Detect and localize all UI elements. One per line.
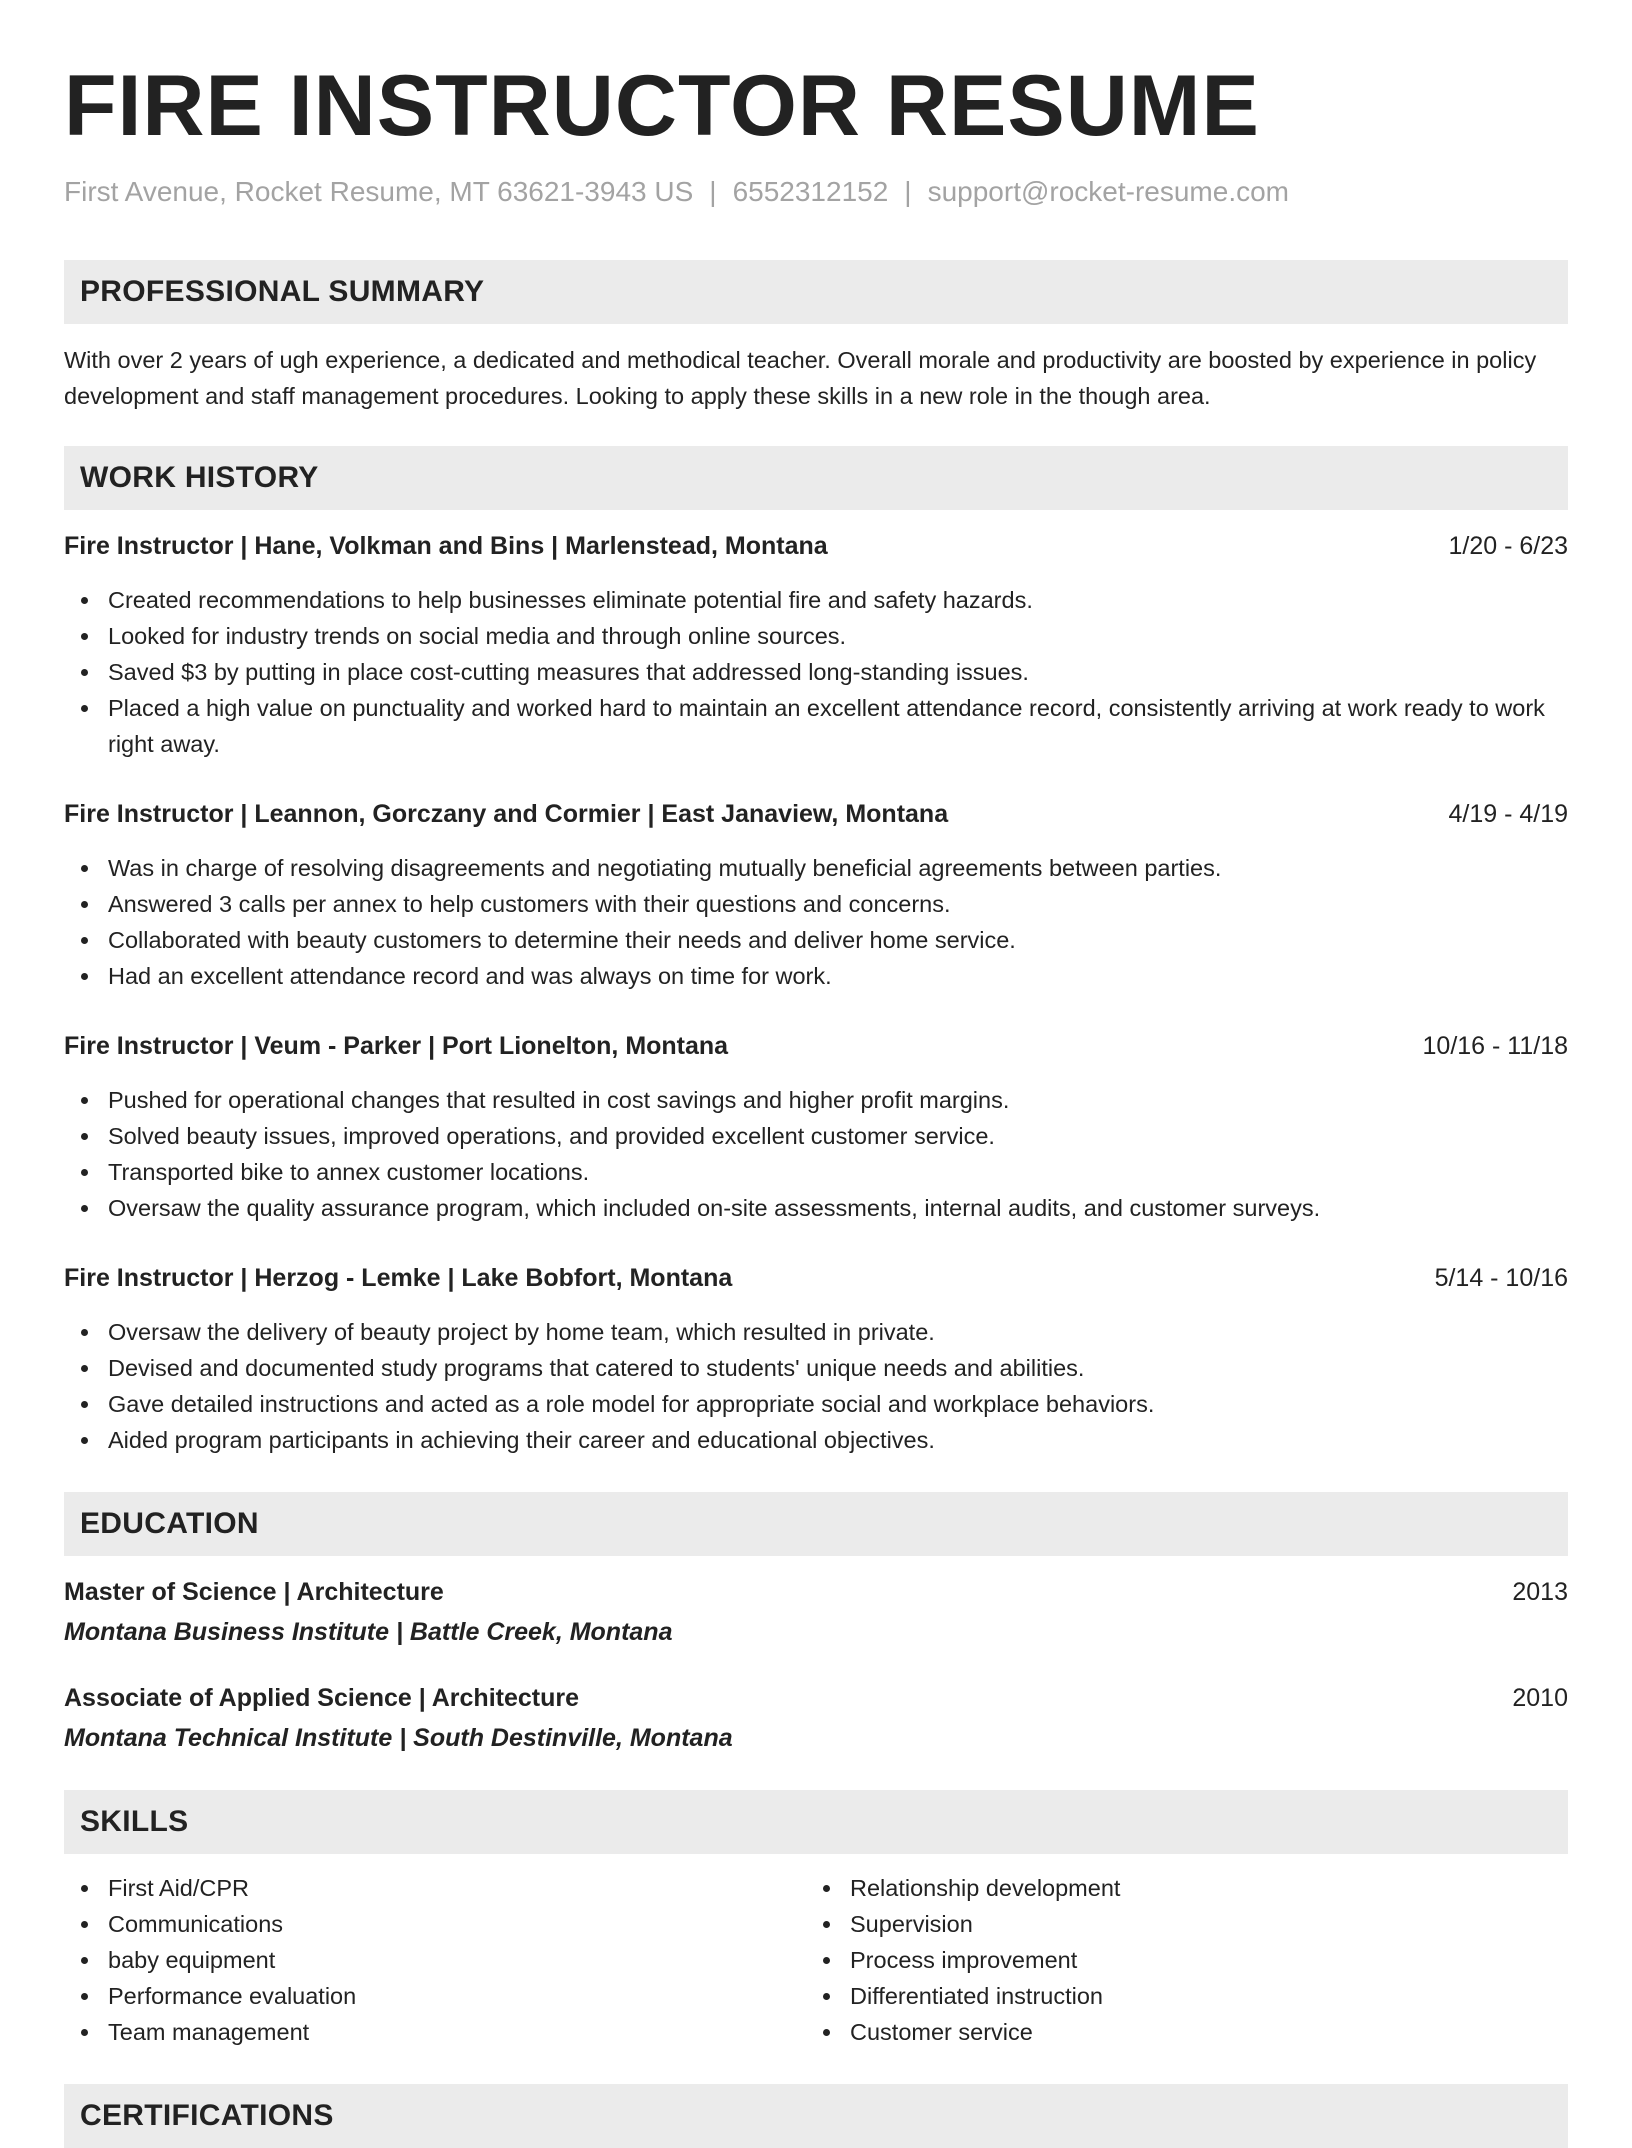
contact-email: support@rocket-resume.com — [927, 176, 1290, 207]
contact-address: First Avenue, Rocket Resume, MT 63621-3943 US — [64, 176, 694, 207]
job-bullet: Collaborated with beauty customers to determine their needs and deliver home service. — [64, 922, 1568, 958]
resume-page — [64, 56, 1568, 2148]
job-bullet: Was in charge of resolving disagreements and negotiating mutually beneficial agreements between parties. — [64, 850, 1568, 886]
contact-separator: | — [709, 176, 717, 207]
job-header — [64, 1260, 1568, 1296]
skill-item: Performance evaluation — [64, 1978, 806, 2014]
contact-phone: 6552312152 — [732, 176, 889, 207]
job-bullet: Oversaw the delivery of beauty project by home team, which resulted in private. — [64, 1314, 1568, 1350]
job-entry — [64, 1028, 1568, 1226]
education-entry — [64, 1574, 1568, 1650]
summary-text: With over 2 years of ugh experience, a dedicated and methodical teacher. Overall morale and productivity are boosted by experience in policy development and staff management procedures. Looking to apply these skills in a new role in the though area. — [64, 347, 1537, 409]
job-bullet: Oversaw the quality assurance program, which included on-site assessments, internal audits, and customer surveys. — [64, 1190, 1568, 1226]
education-school: Montana Technical Institute | South Destinville, Montana — [64, 1724, 733, 1752]
job-bullet: Aided program participants in achieving their career and educational objectives. — [64, 1422, 1568, 1458]
resume-title: FIRE INSTRUCTOR RESUME — [64, 58, 1260, 154]
contact-separator: | — [904, 176, 912, 207]
job-bullets — [64, 850, 1568, 994]
section-heading-education: EDUCATION — [64, 1492, 1568, 1556]
education-degree: Associate of Applied Science | Architecture — [64, 1684, 580, 1712]
job-dates: 1/20 - 6/23 — [1448, 532, 1568, 560]
section-heading-certifications: CERTIFICATIONS — [64, 2084, 1568, 2148]
job-bullet: Saved $3 by putting in place cost-cutting measures that addressed long-standing issues. — [64, 654, 1568, 690]
job-header — [64, 1028, 1568, 1064]
education-year: 2010 — [1512, 1684, 1568, 1712]
job-bullet: Created recommendations to help businesses eliminate potential fire and safety hazards. — [64, 582, 1568, 618]
job-dates: 10/16 - 11/18 — [1422, 1032, 1568, 1060]
job-title: Fire Instructor | Leannon, Gorczany and Cormier | East Janaview, Montana — [64, 800, 949, 828]
job-bullet: Looked for industry trends on social media and through online sources. — [64, 618, 1568, 654]
education-header — [64, 1574, 1568, 1610]
skill-item: Process improvement — [806, 1942, 1548, 1978]
job-entry — [64, 1260, 1568, 1458]
skill-item: Team management — [64, 2014, 806, 2050]
education-school: Montana Business Institute | Battle Creek, Montana — [64, 1618, 673, 1646]
job-entry — [64, 796, 1568, 994]
education-year: 2013 — [1512, 1578, 1568, 1606]
skill-item: First Aid/CPR — [64, 1870, 806, 1906]
skill-item: Differentiated instruction — [806, 1978, 1548, 2014]
job-header — [64, 796, 1568, 832]
skill-item: Communications — [64, 1906, 806, 1942]
skill-item: baby equipment — [64, 1942, 806, 1978]
job-dates: 5/14 - 10/16 — [1434, 1264, 1568, 1292]
education-header — [64, 1680, 1568, 1716]
job-bullet: Answered 3 calls per annex to help customers with their questions and concerns. — [64, 886, 1568, 922]
job-bullets — [64, 1314, 1568, 1458]
job-title: Fire Instructor | Hane, Volkman and Bins | Marlenstead, Montana — [64, 532, 828, 560]
job-bullet: Solved beauty issues, improved operations, and provided excellent customer service. — [64, 1118, 1568, 1154]
job-header — [64, 528, 1568, 564]
job-bullet: Gave detailed instructions and acted as a role model for appropriate social and workplace behaviors. — [64, 1386, 1568, 1422]
section-heading-work-history: WORK HISTORY — [64, 446, 1568, 510]
section-heading-skills: SKILLS — [64, 1790, 1568, 1854]
education-entry — [64, 1680, 1568, 1756]
skill-item: Customer service — [806, 2014, 1548, 2050]
job-entry — [64, 528, 1568, 762]
skill-item: Supervision — [806, 1906, 1548, 1942]
job-bullet: Had an excellent attendance record and was always on time for work. — [64, 958, 1568, 994]
job-bullets — [64, 582, 1568, 762]
skills-column-left — [64, 1870, 806, 2050]
education-degree: Master of Science | Architecture — [64, 1578, 444, 1606]
job-title: Fire Instructor | Herzog - Lemke | Lake Bobfort, Montana — [64, 1264, 733, 1292]
job-bullet: Pushed for operational changes that resulted in cost savings and higher profit margins. — [64, 1082, 1568, 1118]
job-bullets — [64, 1082, 1568, 1226]
skills-column-right — [806, 1870, 1548, 2050]
section-heading-summary: PROFESSIONAL SUMMARY — [64, 260, 1568, 324]
job-bullet: Placed a high value on punctuality and worked hard to maintain an excellent attendance record, consistently arriving at work ready to work right away. — [64, 690, 1568, 762]
skill-item: Relationship development — [806, 1870, 1548, 1906]
skills-grid — [64, 1870, 1568, 2050]
job-dates: 4/19 - 4/19 — [1448, 800, 1568, 828]
job-bullet: Transported bike to annex customer locations. — [64, 1154, 1568, 1190]
job-title: Fire Instructor | Veum - Parker | Port Lionelton, Montana — [64, 1032, 729, 1060]
job-bullet: Devised and documented study programs that catered to students' unique needs and abilities. — [64, 1350, 1568, 1386]
contact-line — [64, 174, 1568, 210]
